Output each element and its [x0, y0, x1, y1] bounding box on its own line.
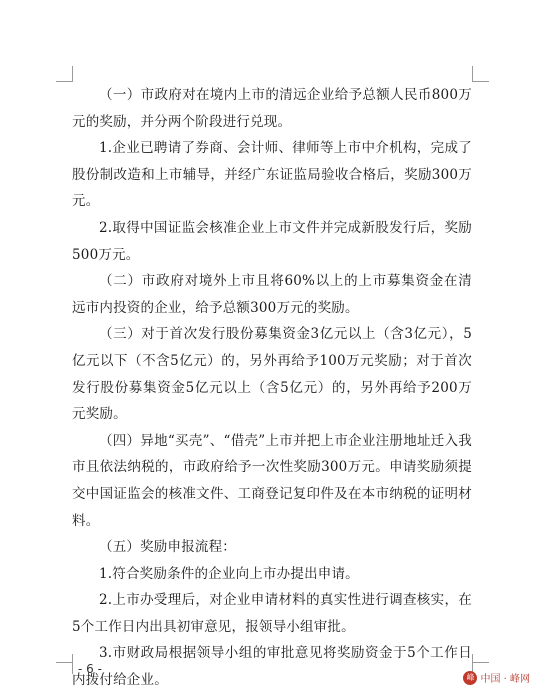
paragraph-process-step-1: 1.符合奖励条件的企业向上市办提出申请。 [99, 565, 359, 582]
paragraph-stage-two-reward: 2.取得中国证监会核准企业上市文件并完成新股发行后，奖励500万元。 [72, 219, 472, 263]
crop-mark-top-left-vertical [72, 66, 73, 82]
paragraph-backdoor-listing-reward: （四）异地“买壳”、“借壳”上市并把上市企业注册地址迁入我市且依法纳税的，市政府给予一次性奖励300万元。申请奖励须提交中国证监会的核准文件、工商登记复印件及在本市纳税的证明材料。 [72, 432, 472, 529]
paragraph-stage-one-reward: 1.企业已聘请了券商、会计师、律师等上市中介机构，完成了股份制改造和上市辅导，并经广东证监局验收合格后，奖励300万元。 [72, 140, 472, 210]
paragraph-process-step-2: 2.上市办受理后，对企业申请材料的真实性进行调查核实，在5个工作日内出具初审意见，报领导小组审批。 [72, 592, 472, 635]
watermark-seal-icon: 峰 [463, 671, 477, 685]
page-number: - 6 - [78, 662, 102, 676]
paragraph-process-step-3: 3.市财政局根据领导小组的审批意见将奖励资金于5个工作日内拨付给企业。 [72, 645, 472, 689]
paragraph-overseas-listing-reward: （二）市政府对境外上市且将60%以上的上市募集资金在清远市内投资的企业，给予总额300万元的奖励。 [72, 273, 472, 316]
site-watermark [463, 670, 530, 685]
paragraph-application-process-heading: （五）奖励申报流程： [99, 539, 236, 556]
crop-mark-top-right-vertical [472, 66, 473, 82]
crop-mark-bottom-left-horizontal [56, 662, 72, 663]
document-body [72, 82, 472, 694]
paragraph-domestic-listing-reward: （一）市政府对在境内上市的清远企业给予总额人民币800万元的奖励，并分两个阶段进行兑现。 [72, 87, 472, 130]
watermark-text: 中国 · 峰网 [480, 674, 530, 685]
paragraph-ipo-fundraising-reward: （三）对于首次发行股份募集资金3亿元以上（含3亿元），5亿元以下（不含5亿元）的，另外再给予100万元奖励；对于首次发行股份募集资金5亿元以上（含5亿元）的，另外再给予200万元奖励。 [72, 326, 472, 423]
crop-mark-bottom-right-horizontal [473, 662, 489, 663]
crop-mark-top-right-horizontal [473, 81, 489, 82]
crop-mark-top-left-horizontal [56, 81, 72, 82]
